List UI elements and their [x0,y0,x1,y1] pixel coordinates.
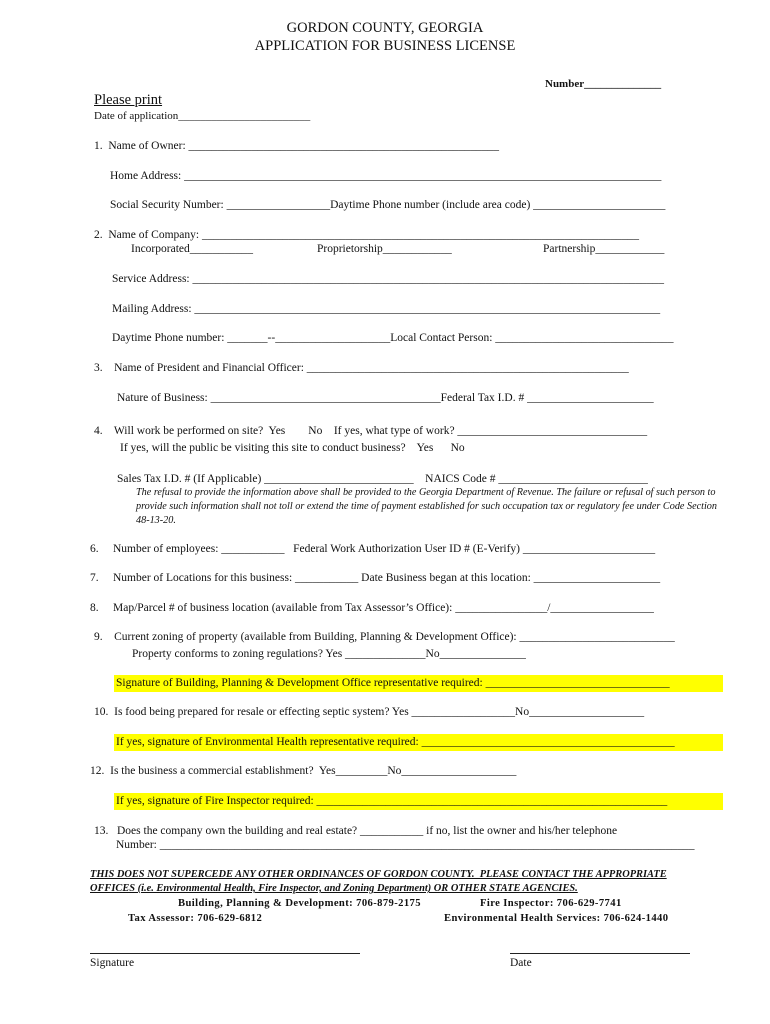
ssn-phone-field[interactable]: Social Security Number: __________________Daytime Phone number (include area code) _______________________ [110,199,666,211]
daytime-phone-local-contact-field[interactable]: Daytime Phone number: _______--____________________Local Contact Person: _______________________________ [112,332,674,344]
home-address-field[interactable]: Home Address: ___________________________________________________________________________________ [110,170,662,182]
building-ownership-question[interactable]: 13. Does the company own the building and real estate? ___________ if no, list the owner and his/her telephone [94,825,618,837]
zoning-conforms-field[interactable]: Property conforms to zoning regulations? Yes ______________No_______________ [132,648,526,660]
signature-line[interactable] [90,953,360,954]
env-health-signature-field[interactable]: If yes, signature of Environmental Health representative required: ____________________________________________ [116,736,675,748]
please-print-instruction: Please print [94,92,163,108]
locations-date-began-field[interactable]: 7. Number of Locations for this business: ___________ Date Business began at this location: ______________________ [90,572,661,584]
tax-assessor-phone: Tax Assessor: 706-629-6812 [128,913,263,924]
fire-inspector-phone: Fire Inspector: 706-629-7741 [480,898,622,909]
commercial-establishment-question[interactable]: 12. Is the business a commercial establishment? Yes_________No____________________ [90,765,517,777]
proprietorship-option[interactable]: Proprietorship____________ [317,243,452,255]
date-of-application-field[interactable]: Date of application________________________ [94,110,311,122]
form-title: APPLICATION FOR BUSINESS LICENSE [254,38,516,54]
map-parcel-field[interactable]: 8. Map/Parcel # of business location (available from Tax Assessor’s Office): ________________/__________________ [90,602,654,614]
notice-line-2: OFFICES (i.e. Environmental Health, Fire Inspector, and Zoning Department) OR OTHER STATE AGENCIES. [90,883,578,894]
signature-label: Signature [90,957,135,969]
date-line[interactable] [510,953,690,954]
employees-everify-field[interactable]: 6. Number of employees: ___________ Federal Work Authorization User ID # (E-Verify) _______________________ [90,543,656,555]
current-zoning-field[interactable]: 9. Current zoning of property (available from Building, Planning & Development Office): ___________________________ [94,631,675,643]
environmental-health-phone: Environmental Health Services: 706-624-1440 [444,913,669,924]
county-title: GORDON COUNTY, GEORGIA [286,20,484,36]
nature-of-business-field[interactable]: Nature of Business: ________________________________________Federal Tax I.D. # ______________________ [117,392,654,404]
sales-tax-naics-field[interactable]: Sales Tax I.D. # (If Applicable) __________________________ NAICS Code # __________________________ [117,473,648,485]
date-label: Date [510,957,532,969]
building-signature-field[interactable]: Signature of Building, Planning & Development Office representative required: ________________________________ [116,677,670,689]
owner-name-field[interactable]: 1. Name of Owner: ______________________________________________________ [94,140,500,152]
incorporated-option[interactable]: Incorporated___________ [131,243,253,255]
service-address-field[interactable]: Service Address: __________________________________________________________________________________ [112,273,664,285]
notice-line-1: THIS DOES NOT SUPERCEDE ANY OTHER ORDINANCES OF GORDON COUNTY. PLEASE CONTACT THE APPROPRIATE [90,869,667,880]
public-visiting-question[interactable]: If yes, will the public be visiting this site to conduct business? Yes No [120,442,465,454]
application-number-field[interactable]: Number______________ [545,78,662,90]
mailing-address-field[interactable]: Mailing Address: _________________________________________________________________________________ [112,303,661,315]
food-septic-question[interactable]: 10. Is food being prepared for resale or effecting septic system? Yes __________________No____________________ [94,706,645,718]
building-phone: Building, Planning & Development: 706-879-2175 [178,898,421,909]
fire-signature-field[interactable]: If yes, signature of Fire Inspector required: _____________________________________________________________ [116,795,668,807]
owner-telephone-field[interactable]: Number: _____________________________________________________________________________________________ [116,839,695,851]
president-financial-officer-field[interactable]: 3. Name of President and Financial Officer: ________________________________________________________ [94,362,629,374]
partnership-option[interactable]: Partnership____________ [543,243,665,255]
refusal-notice: The refusal to provide the information above shall be provided to the Georgia Department of Revenue. The failure or refusal of such person to provide such information shall not toll or extend the time of payment established for such occupation tax or regulatory fee under Code Section 48-13-20. [136,487,717,526]
company-name-field[interactable]: 2. Name of Company: ____________________________________________________________________________ [94,229,639,241]
work-on-site-question[interactable]: 4. Will work be performed on site? Yes No If yes, what type of work? _________________________________ [94,425,648,437]
